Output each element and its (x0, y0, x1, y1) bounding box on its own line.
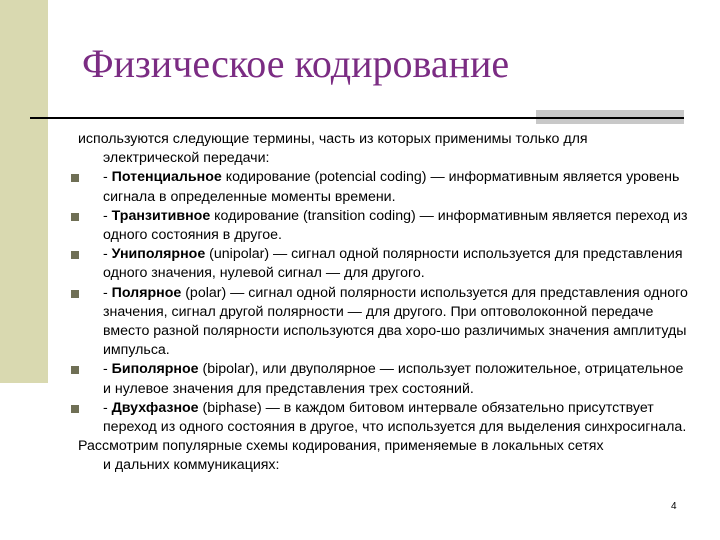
item-prefix: - (103, 207, 112, 224)
item-term: Двухфазное (111, 399, 199, 416)
square-bullet-icon (71, 290, 79, 298)
decorative-side-bar (0, 0, 48, 383)
item-term: Биполярное (111, 361, 199, 378)
intro-line-2: электрической передачи: (103, 150, 270, 167)
square-bullet-icon (71, 366, 79, 374)
item-prefix: - (103, 284, 112, 301)
list-item (78, 399, 688, 437)
list-item (78, 360, 688, 398)
item-term: Униполярное (111, 246, 206, 263)
item-text: (biphase) — в каждом битовом интервале обязательно присутствует переход из одного состояния в другое, что используется для выделения синхросигнала. (103, 399, 687, 436)
item-text: кодирование (potencial coding) — информативным является уровень сигнала в определенные моменты времени. (103, 169, 680, 205)
outro-paragraph (78, 437, 688, 475)
intro-paragraph (78, 130, 688, 168)
item-prefix: - (103, 399, 112, 416)
item-term: Транзитивное (111, 207, 211, 224)
item-prefix: - (103, 246, 112, 263)
square-bullet-icon (71, 251, 79, 259)
square-bullet-icon (71, 213, 79, 221)
item-prefix: - (103, 361, 112, 378)
page-number: 4 (671, 501, 677, 512)
item-text: (polar) — сигнал одной полярности используется для представления одного значения, сигнал другой полярности — для другого. При оптоволоконной передаче вместо разной полярности используются два хоро-шо различимых значения амплитуды импульса. (103, 284, 688, 359)
square-bullet-icon (71, 174, 79, 182)
outro-line-2: и дальних коммуникациях: (103, 457, 280, 474)
item-text: кодирование (transition coding) — информативным является переход из одного состояния в другое. (103, 207, 688, 244)
slide-body (78, 130, 688, 476)
item-term: Полярное (111, 284, 182, 301)
intro-line-1: используются следующие термины, часть из которых применимы только для (78, 131, 588, 147)
item-text: (bipolar), или двуполярное — использует положительное, отрицательное и нулевое значения для представления трех состояний. (103, 361, 684, 397)
square-bullet-icon (71, 405, 79, 413)
item-text: (unipolar) — сигнал одной полярности используется для представления одного значения, нулевой сигнал — для другого. (103, 246, 683, 282)
slide-title: Физическое кодирование (82, 41, 510, 86)
list-item (78, 168, 688, 206)
title-rule (30, 117, 684, 119)
item-term: Потенциальное (111, 169, 222, 186)
list-item (78, 284, 688, 361)
list-item (78, 245, 688, 283)
outro-line-1: Рассмотрим популярные схемы кодирования, применяемые в локальных сетях (78, 438, 604, 455)
item-prefix: - (103, 169, 112, 186)
list-item (78, 207, 688, 245)
